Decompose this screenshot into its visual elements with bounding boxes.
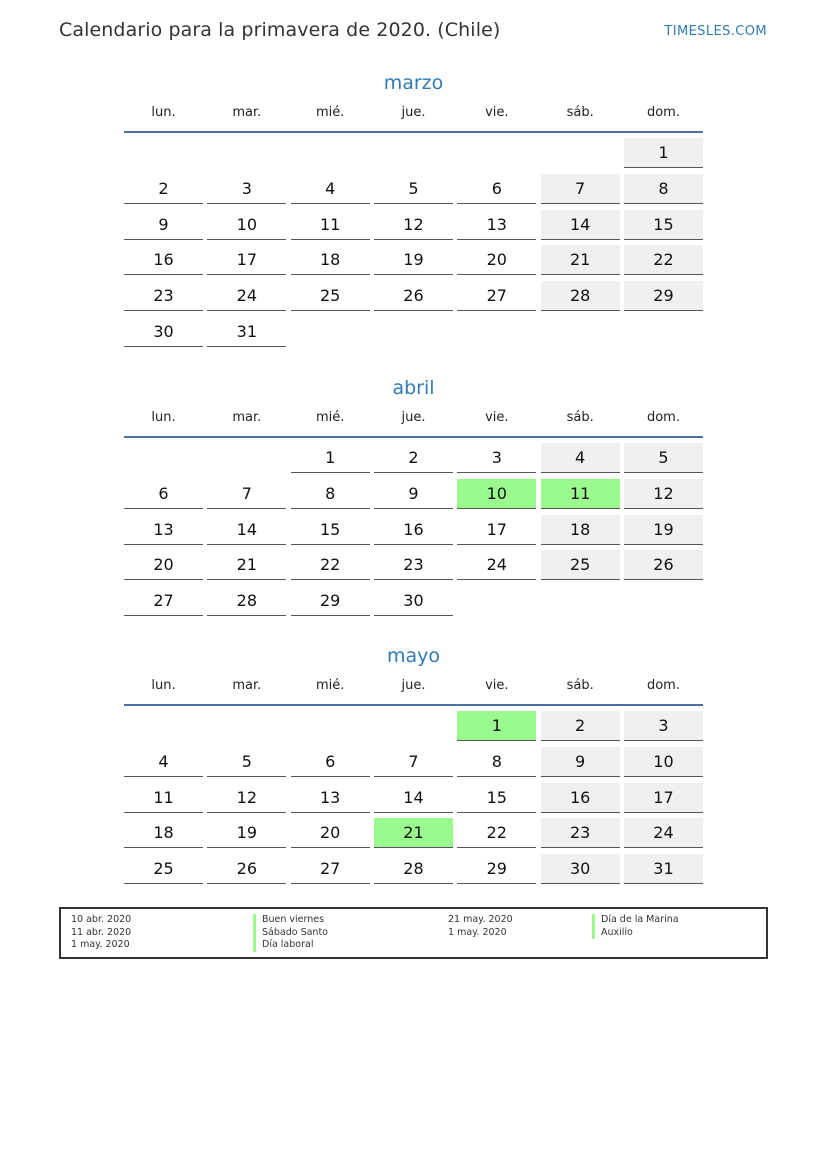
month-title: mayo (386, 645, 441, 667)
day-cell: 19 (207, 818, 286, 848)
legend-date: 11 abr. 2020 (71, 926, 132, 938)
day-cell: 9 (541, 747, 620, 777)
day-cell: 15 (291, 515, 370, 545)
day-cell: 6 (124, 479, 203, 509)
weekday-label: mar. (232, 410, 262, 425)
week-row (124, 747, 703, 777)
empty-cell (624, 317, 703, 347)
day-cell: 5 (624, 443, 703, 473)
day-cell: 25 (291, 281, 370, 311)
weekday-header (124, 103, 703, 129)
day-cell: 24 (624, 818, 703, 848)
day-cell: 11 (291, 210, 370, 240)
weekday-label: dom. (646, 410, 680, 425)
day-cell: 21 (541, 245, 620, 275)
day-cell: 13 (291, 783, 370, 813)
day-cell: 17 (207, 245, 286, 275)
day-cell: 29 (624, 281, 703, 311)
legend-names-col-2 (592, 914, 679, 939)
empty-cell (124, 138, 203, 168)
week-row (124, 711, 703, 741)
day-cell: 12 (624, 479, 703, 509)
weekday-label: vie. (485, 105, 509, 120)
week-row (124, 818, 703, 848)
day-cell: 28 (207, 586, 286, 616)
day-cell: 4 (291, 174, 370, 204)
day-cell: 14 (207, 515, 286, 545)
day-cell: 24 (457, 550, 536, 580)
holiday-legend (59, 907, 768, 959)
empty-cell (541, 586, 620, 616)
day-cell: 7 (374, 747, 453, 777)
day-cell: 16 (374, 515, 453, 545)
weekday-label: jue. (401, 410, 426, 425)
holiday-day-cell: 1 (457, 711, 536, 741)
day-cell: 2 (374, 443, 453, 473)
day-cell: 28 (374, 854, 453, 884)
brand-link[interactable]: TIMESLES.COM (664, 24, 767, 39)
day-cell: 5 (374, 174, 453, 204)
empty-cell (124, 443, 203, 473)
day-cell: 3 (624, 711, 703, 741)
day-cell: 21 (207, 550, 286, 580)
week-row (124, 479, 703, 509)
day-cell: 12 (207, 783, 286, 813)
day-cell: 18 (541, 515, 620, 545)
week-row (124, 515, 703, 545)
weekday-label: mié. (315, 105, 345, 120)
day-cell: 30 (374, 586, 453, 616)
weekday-label: mié. (315, 678, 345, 693)
day-cell: 30 (541, 854, 620, 884)
day-cell: 19 (374, 245, 453, 275)
week-row (124, 317, 703, 347)
empty-cell (291, 317, 370, 347)
day-cell: 19 (624, 515, 703, 545)
day-cell: 4 (541, 443, 620, 473)
day-cell: 25 (124, 854, 203, 884)
legend-holiday-name: Buen viernes (253, 914, 328, 927)
weekday-label: lun. (151, 678, 176, 693)
weekday-label: vie. (485, 410, 509, 425)
day-cell: 20 (457, 245, 536, 275)
day-cell: 4 (124, 747, 203, 777)
month-marzo (124, 70, 703, 353)
day-cell: 27 (457, 281, 536, 311)
legend-date: 1 may. 2020 (448, 926, 507, 938)
day-cell: 29 (291, 586, 370, 616)
week-row (124, 245, 703, 275)
empty-cell (541, 317, 620, 347)
day-cell: 13 (124, 515, 203, 545)
weekday-header (124, 676, 703, 702)
day-cell: 9 (374, 479, 453, 509)
day-cell: 17 (457, 515, 536, 545)
month-abril (124, 375, 703, 622)
day-cell: 11 (124, 783, 203, 813)
empty-cell (374, 711, 453, 741)
empty-cell (207, 711, 286, 741)
empty-cell (457, 586, 536, 616)
empty-cell (124, 711, 203, 741)
day-cell: 15 (624, 210, 703, 240)
legend-holiday-name: Auxilio (592, 927, 679, 940)
holiday-day-cell: 10 (457, 479, 536, 509)
page-title: Calendario para la primavera de 2020. (Chile) (59, 19, 501, 41)
day-cell: 30 (124, 317, 203, 347)
day-cell: 13 (457, 210, 536, 240)
day-cell: 10 (207, 210, 286, 240)
day-cell: 22 (624, 245, 703, 275)
day-cell: 2 (124, 174, 203, 204)
weekday-label: jue. (401, 105, 426, 120)
day-cell: 23 (124, 281, 203, 311)
empty-cell (624, 586, 703, 616)
week-row (124, 783, 703, 813)
day-cell: 8 (457, 747, 536, 777)
month-title: abril (392, 377, 435, 399)
month-weeks (124, 711, 703, 884)
empty-cell (374, 317, 453, 347)
day-cell: 15 (457, 783, 536, 813)
day-cell: 26 (624, 550, 703, 580)
week-row (124, 210, 703, 240)
day-cell: 31 (624, 854, 703, 884)
day-cell: 26 (374, 281, 453, 311)
empty-cell (457, 138, 536, 168)
week-row (124, 586, 703, 616)
empty-cell (207, 138, 286, 168)
legend-holiday-name: Día laboral (253, 939, 328, 952)
day-cell: 14 (374, 783, 453, 813)
month-divider (124, 131, 703, 133)
empty-cell (291, 138, 370, 168)
weekday-label: lun. (151, 105, 176, 120)
weekday-label: sáb. (566, 410, 594, 425)
week-row (124, 138, 703, 168)
empty-cell (541, 138, 620, 168)
day-cell: 14 (541, 210, 620, 240)
day-cell: 25 (541, 550, 620, 580)
day-cell: 5 (207, 747, 286, 777)
holiday-day-cell: 21 (374, 818, 453, 848)
day-cell: 24 (207, 281, 286, 311)
day-cell: 6 (291, 747, 370, 777)
weekday-header (124, 408, 703, 434)
day-cell: 20 (124, 550, 203, 580)
legend-dates-col-2 (448, 914, 513, 939)
day-cell: 8 (624, 174, 703, 204)
legend-names-col-1 (253, 914, 328, 952)
weekday-label: jue. (401, 678, 426, 693)
day-cell: 18 (291, 245, 370, 275)
weekday-label: lun. (151, 410, 176, 425)
day-cell: 29 (457, 854, 536, 884)
weekday-label: mié. (315, 410, 345, 425)
day-cell: 22 (457, 818, 536, 848)
day-cell: 23 (374, 550, 453, 580)
weekday-label: mar. (232, 678, 262, 693)
week-row (124, 443, 703, 473)
day-cell: 22 (291, 550, 370, 580)
weekday-label: sáb. (566, 678, 594, 693)
legend-date: 10 abr. 2020 (71, 914, 132, 925)
day-cell: 7 (207, 479, 286, 509)
day-cell: 27 (291, 854, 370, 884)
legend-holiday-name: Sábado Santo (253, 927, 328, 940)
day-cell: 7 (541, 174, 620, 204)
month-weeks (124, 443, 703, 616)
day-cell: 16 (124, 245, 203, 275)
day-cell: 17 (624, 783, 703, 813)
weekday-label: sáb. (566, 105, 594, 120)
day-cell: 8 (291, 479, 370, 509)
day-cell: 10 (624, 747, 703, 777)
day-cell: 16 (541, 783, 620, 813)
holiday-day-cell: 11 (541, 479, 620, 509)
day-cell: 6 (457, 174, 536, 204)
month-divider (124, 704, 703, 706)
week-row (124, 281, 703, 311)
month-mayo (124, 643, 703, 890)
day-cell: 3 (457, 443, 536, 473)
month-title: marzo (383, 72, 444, 94)
day-cell: 2 (541, 711, 620, 741)
legend-date: 1 may. 2020 (71, 939, 130, 951)
day-cell: 23 (541, 818, 620, 848)
day-cell: 12 (374, 210, 453, 240)
weekday-label: vie. (485, 678, 509, 693)
week-row (124, 174, 703, 204)
day-cell: 26 (207, 854, 286, 884)
day-cell: 31 (207, 317, 286, 347)
empty-cell (291, 711, 370, 741)
day-cell: 27 (124, 586, 203, 616)
legend-dates-col-1 (71, 914, 131, 952)
month-divider (124, 436, 703, 438)
week-row (124, 550, 703, 580)
weekday-label: mar. (232, 105, 262, 120)
day-cell: 1 (624, 138, 703, 168)
week-row (124, 854, 703, 884)
day-cell: 28 (541, 281, 620, 311)
month-weeks (124, 138, 703, 347)
empty-cell (207, 443, 286, 473)
weekday-label: dom. (646, 678, 680, 693)
legend-date: 21 may. 2020 (448, 914, 513, 925)
day-cell: 9 (124, 210, 203, 240)
day-cell: 3 (207, 174, 286, 204)
day-cell: 18 (124, 818, 203, 848)
empty-cell (457, 317, 536, 347)
day-cell: 1 (291, 443, 370, 473)
weekday-label: dom. (646, 105, 680, 120)
empty-cell (374, 138, 453, 168)
day-cell: 20 (291, 818, 370, 848)
legend-holiday-name: Día de la Marina (592, 914, 679, 927)
